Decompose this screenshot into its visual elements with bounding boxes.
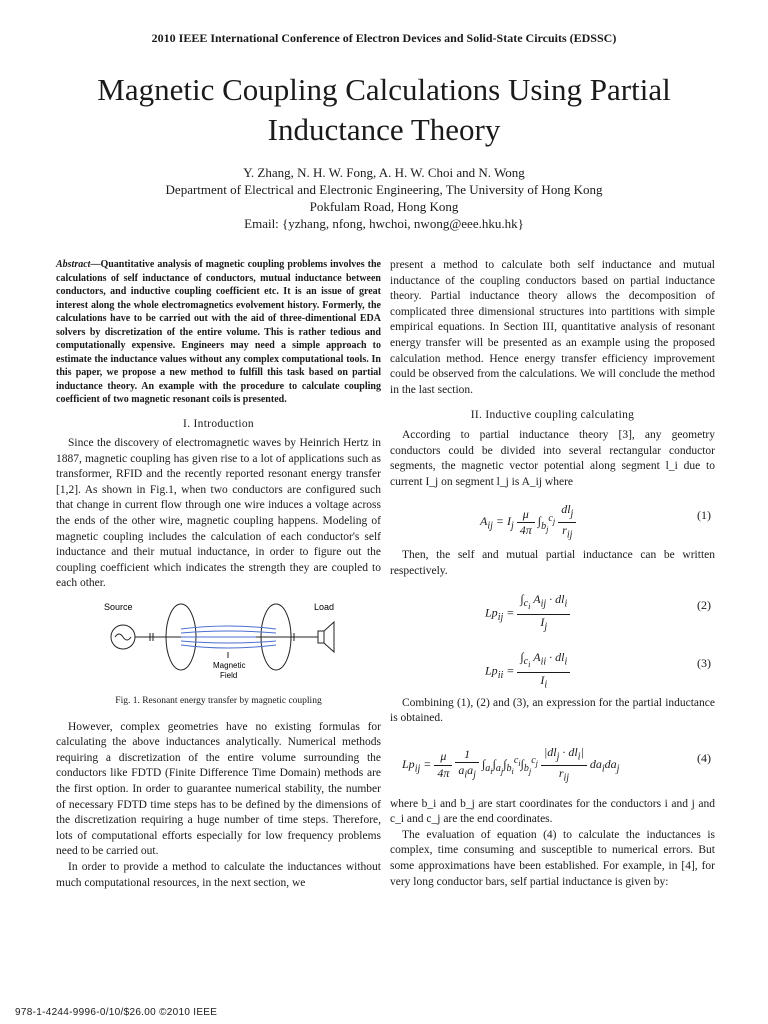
author-block (60, 164, 708, 232)
figure-1 (56, 600, 381, 688)
intro-paragraph-2: However, complex geometries have no existing formulas for calculating the above inductances analytically. Numerical methods requiring a discretization of the entire volume surrounding the conductors like FDTD (Finite Difference Time Domain) methods are the first option. In order to guarantee numerical stability, the number of necessary FDTD time steps has to be defined by the dimensions of the discretization requiring a huge number of time steps. Therefore, lots of computational efforts especially for low frequency problems need to be carried out. (56, 720, 381, 858)
section-2-paragraph-1: According to partial inductance theory [3], any geometry conductors could be divided into several rectangular conductor segments, the magnetic vector potential along segment l_i due to current I_j on segment l_j is A_ij where (390, 428, 715, 488)
right-paragraph-1: present a method to calculate both self inductance and mutual inductance of the coupling conductors based on partial inductance theory. Partial inductance theory allows the decomposition of complicated three dimensional structures into partitions with simple empirical equations. In Section III, quantitative analysis of resonant energy transfer will be presented as an example using the proposed calculation method. Hence energy transfer efficiency improvement could be observed from the calculations. We will conclude the method in the last section. (390, 259, 715, 396)
intro-paragraph-3: In order to provide a method to calculate the inductances without much computational resources, in the next section, we (56, 860, 381, 889)
equation-1-number: (1) (697, 508, 711, 523)
section-2-paragraph-5: The evaluation of equation (4) to calculate the inductances is complex, time consuming and susceptible to numerical errors. But some approximations have been established. For example, in [4], for very long conductor bars, self partial inductance is given by: (390, 828, 715, 888)
abstract-label: Abstract (56, 259, 91, 270)
equation-3-number: (3) (697, 655, 711, 670)
field-label-1: Magnetic (213, 661, 246, 671)
left-column (56, 258, 381, 891)
right-column (390, 258, 715, 890)
equation-3: $Lp_{ii}$ = $\frac{\int_{c_i} A_{ii} \cdot dl_i}{I_i}$ (3) (485, 649, 711, 691)
abstract-text: —Quantitative analysis of magnetic coupling problems involves the calculations of self inductance of conductors, mutual inductance between conductors, and inductive coupling coefficient etc. It is an issue of great interest along the whole electromagnetics evolvement history. Formerly, the calculations have to be carried out with the aid of three-dimentional EDA solvers by discretization of the entire volume. This is rather tedious and computationally expensive. Engineers may need a simple approach to estimate the inductance values without any complex computational tools. In this paper, we propose a new method to fulfill this task based on partial inductance theory. An example with the procedure to calculate coupling coefficient of two magnetic resonant coils is presented. (56, 259, 381, 405)
section-2-paragraph-2: Then, the self and mutual partial inductance can be written respectively. (390, 549, 715, 577)
intro-paragraph-1: Since the discovery of electromagnetic waves by Heinrich Hertz in 1887, magnetic coupling has given rise to a lot of applications such as transformer, RFID and the recently reported resonant energy transfer [1,2]. As shown in Fig.1, when two conductors are configured such that change in current flow through one wire induces a voltage across the ends of the other wire, magnetic coupling happens. Modeling of magnetic coupling includes the calculation of each conductor's self inductance and their mutual inductance, in order to figure out the coupling coefficient which indicates the strength they are coupled to each other. (56, 437, 381, 590)
copyright-footer: 978-1-4244-9996-0/10/$26.00 ©2010 IEEE (15, 1007, 218, 1018)
section-2-paragraph-3: Combining (1), (2) and (3), an expression for the partial inductance is obtained. (390, 696, 715, 725)
section-1-heading: I. Introduction (183, 417, 254, 430)
equation-1: $A_{ij} = I_j$ $\frac{\mu}{4\pi}$ $\int_{b_j}^{c_j}$ $\frac{dl_j}{r_{ij}}$ (1) (480, 502, 711, 541)
author-names: Y. Zhang, N. H. W. Fong, A. H. W. Choi and N. Wong (243, 165, 525, 180)
affiliation-line-2: Pokfulam Road, Hong Kong (309, 199, 459, 214)
conference-header: 2010 IEEE International Conference of Electron Devices and Solid-State Circuits (EDSSC) (151, 31, 617, 45)
load-speaker-icon (318, 631, 324, 643)
equation-4: $Lp_{ij}$ = $\frac{\mu}{4\pi}$ $\frac{1}{a_ia_j}$ $\int_{a_i}\int_{a_j}\int_{b_i}^{c_i}\int_{b_j}^{c_j}$ $\frac{|dl_j \cdot dl_i|}{r_{ij}}$ $da_ida_j$ (4) (402, 744, 711, 784)
figure-1-caption: Fig. 1. Resonant energy transfer by magnetic coupling (115, 696, 322, 707)
section-2-paragraph-4: where b_i and b_j are start coordinates for the conductors i and j and c_i and c_j are the end coordinates. (390, 797, 715, 826)
affiliation-line-1: Department of Electrical and Electronic Engineering, The University of Hong Kong (165, 182, 603, 197)
abstract (56, 258, 381, 407)
figure-1-diagram (56, 600, 381, 688)
equation-4-number: (4) (697, 750, 711, 765)
equation-2: $Lp_{ij}$ = $\frac{\int_{c_i} A_{ij} \cdot dl_i}{I_j}$ (2) (485, 591, 711, 633)
section-2-heading: II. Inductive coupling calculating (470, 409, 635, 422)
title-line-2: Inductance Theory (267, 112, 501, 147)
load-label: Load (314, 602, 335, 613)
title-line-1: Magnetic Coupling Calculations Using Partial (97, 72, 671, 107)
source-label: Source (104, 602, 133, 613)
field-label-2: Field (220, 671, 238, 681)
author-email: Email: {yzhang, nfong, hwchoi, nwong@eee.hku.hk} (244, 216, 524, 231)
equation-2-number: (2) (697, 597, 711, 612)
paper-title (60, 70, 708, 150)
